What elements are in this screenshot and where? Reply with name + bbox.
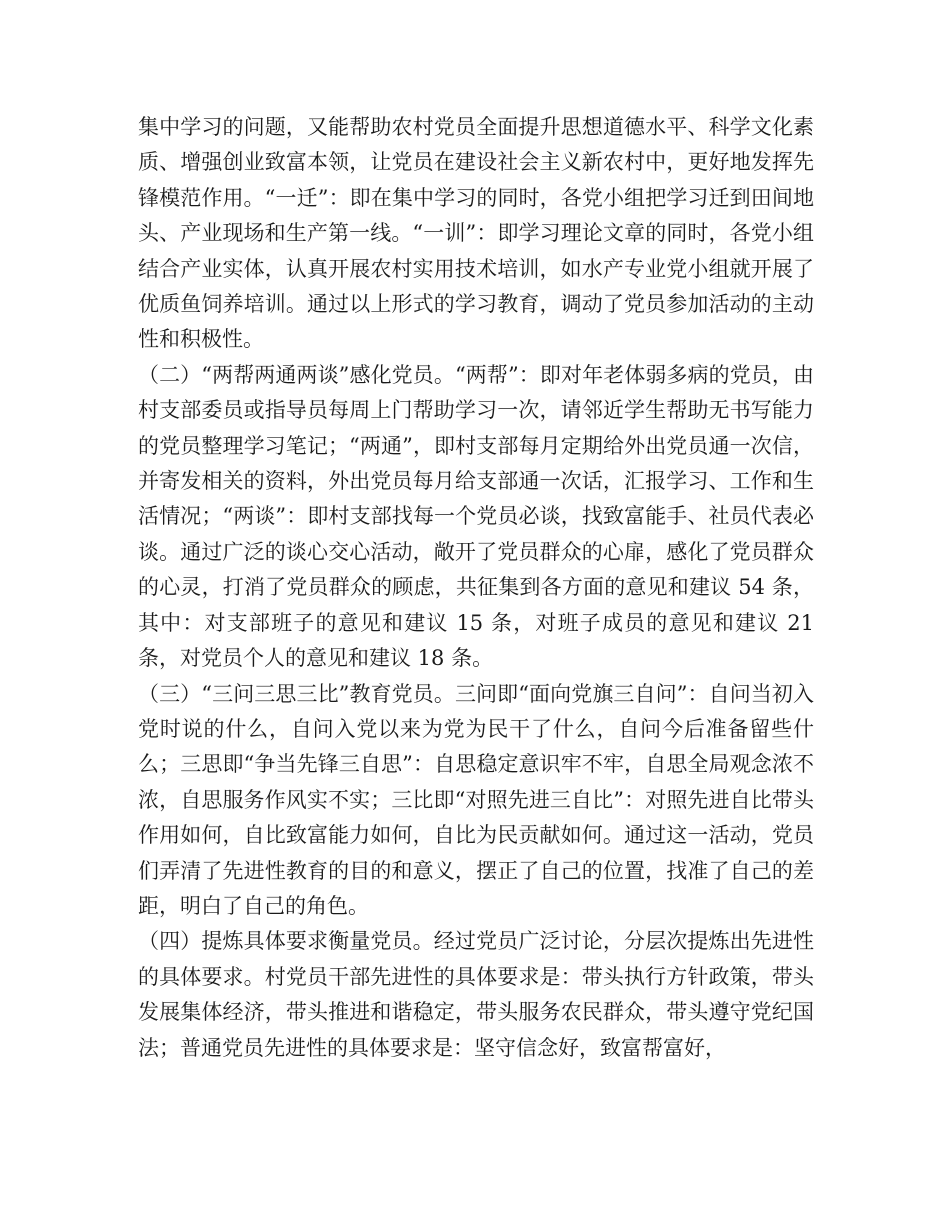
document-page [138, 110, 814, 1066]
paragraph-study-continuation: 集中学习的问题，又能帮助农村党员全面提升思想道德水平、科学文化素质、增强创业致富本领，让党员在建设社会主义新农村中，更好地发挥先锋模范作用。“一迁”：即在集中学习的同时，各党小组把学习迁到田间地头、产业现场和生产第一线。“一训”：即学习理论文章的同时，各党小组结合产业实体，认真开展农村实用技术培训，如水产专业党小组就开展了优质鱼饲养培训。通过以上形式的学习教育，调动了党员参加活动的主动性和积极性。 [138, 115, 814, 352]
paragraph-three-ask-three-think-three-compare: （三）“三问三思三比”教育党员。三问即“面向党旗三自问”：自问当初入党时说的什么，自问入党以来为党为民干了什么，自问今后准备留些什么；三思即“争当先锋三自思”：自思稳定意识牢不牢，自思全局观念浓不浓，自思服务作风实不实；三比即“对照先进三自比”：对照先进自比带头作用如何，自比致富能力如何，自比为民贡献如何。通过这一活动，党员们弄清了先进性教育的目的和意义，摆正了自己的位置，找准了自己的差距，明白了自己的角色。 [138, 681, 814, 918]
paragraph-specific-requirements: （四）提炼具体要求衡量党员。经过党员广泛讨论，分层次提炼出先进性的具体要求。村党员干部先进性的具体要求是：带头执行方针政策，带头发展集体经济，带头推进和谐稳定，带头服务农民群众，带头遵守党纪国法；普通党员先进性的具体要求是：坚守信念好，致富帮富好， [138, 929, 814, 1060]
paragraph-two-help-two-contact-two-talk: （二）“两帮两通两谈”感化党员。“两帮”：即对年老体弱多病的党员，由村支部委员或指导员每周上门帮助学习一次，请邻近学生帮助无书写能力的党员整理学习笔记；“两通”，即村支部每月定期给外出党员通一次信，并寄发相关的资料，外出党员每月给支部通一次话，汇报学习、工作和生活情况；“两谈”：即村支部找每一个党员必谈，找致富能手、社员代表必谈。通过广泛的谈心交心活动，敞开了党员群众的心扉，感化了党员群众的心灵，打消了党员群众的顾虑，共征集到各方面的意见和建议 54 条，其中：对支部班子的意见和建议 15 条，对班子成员的意见和建议 21 条，对党员个人的意见和建议 18 条。 [138, 362, 814, 671]
